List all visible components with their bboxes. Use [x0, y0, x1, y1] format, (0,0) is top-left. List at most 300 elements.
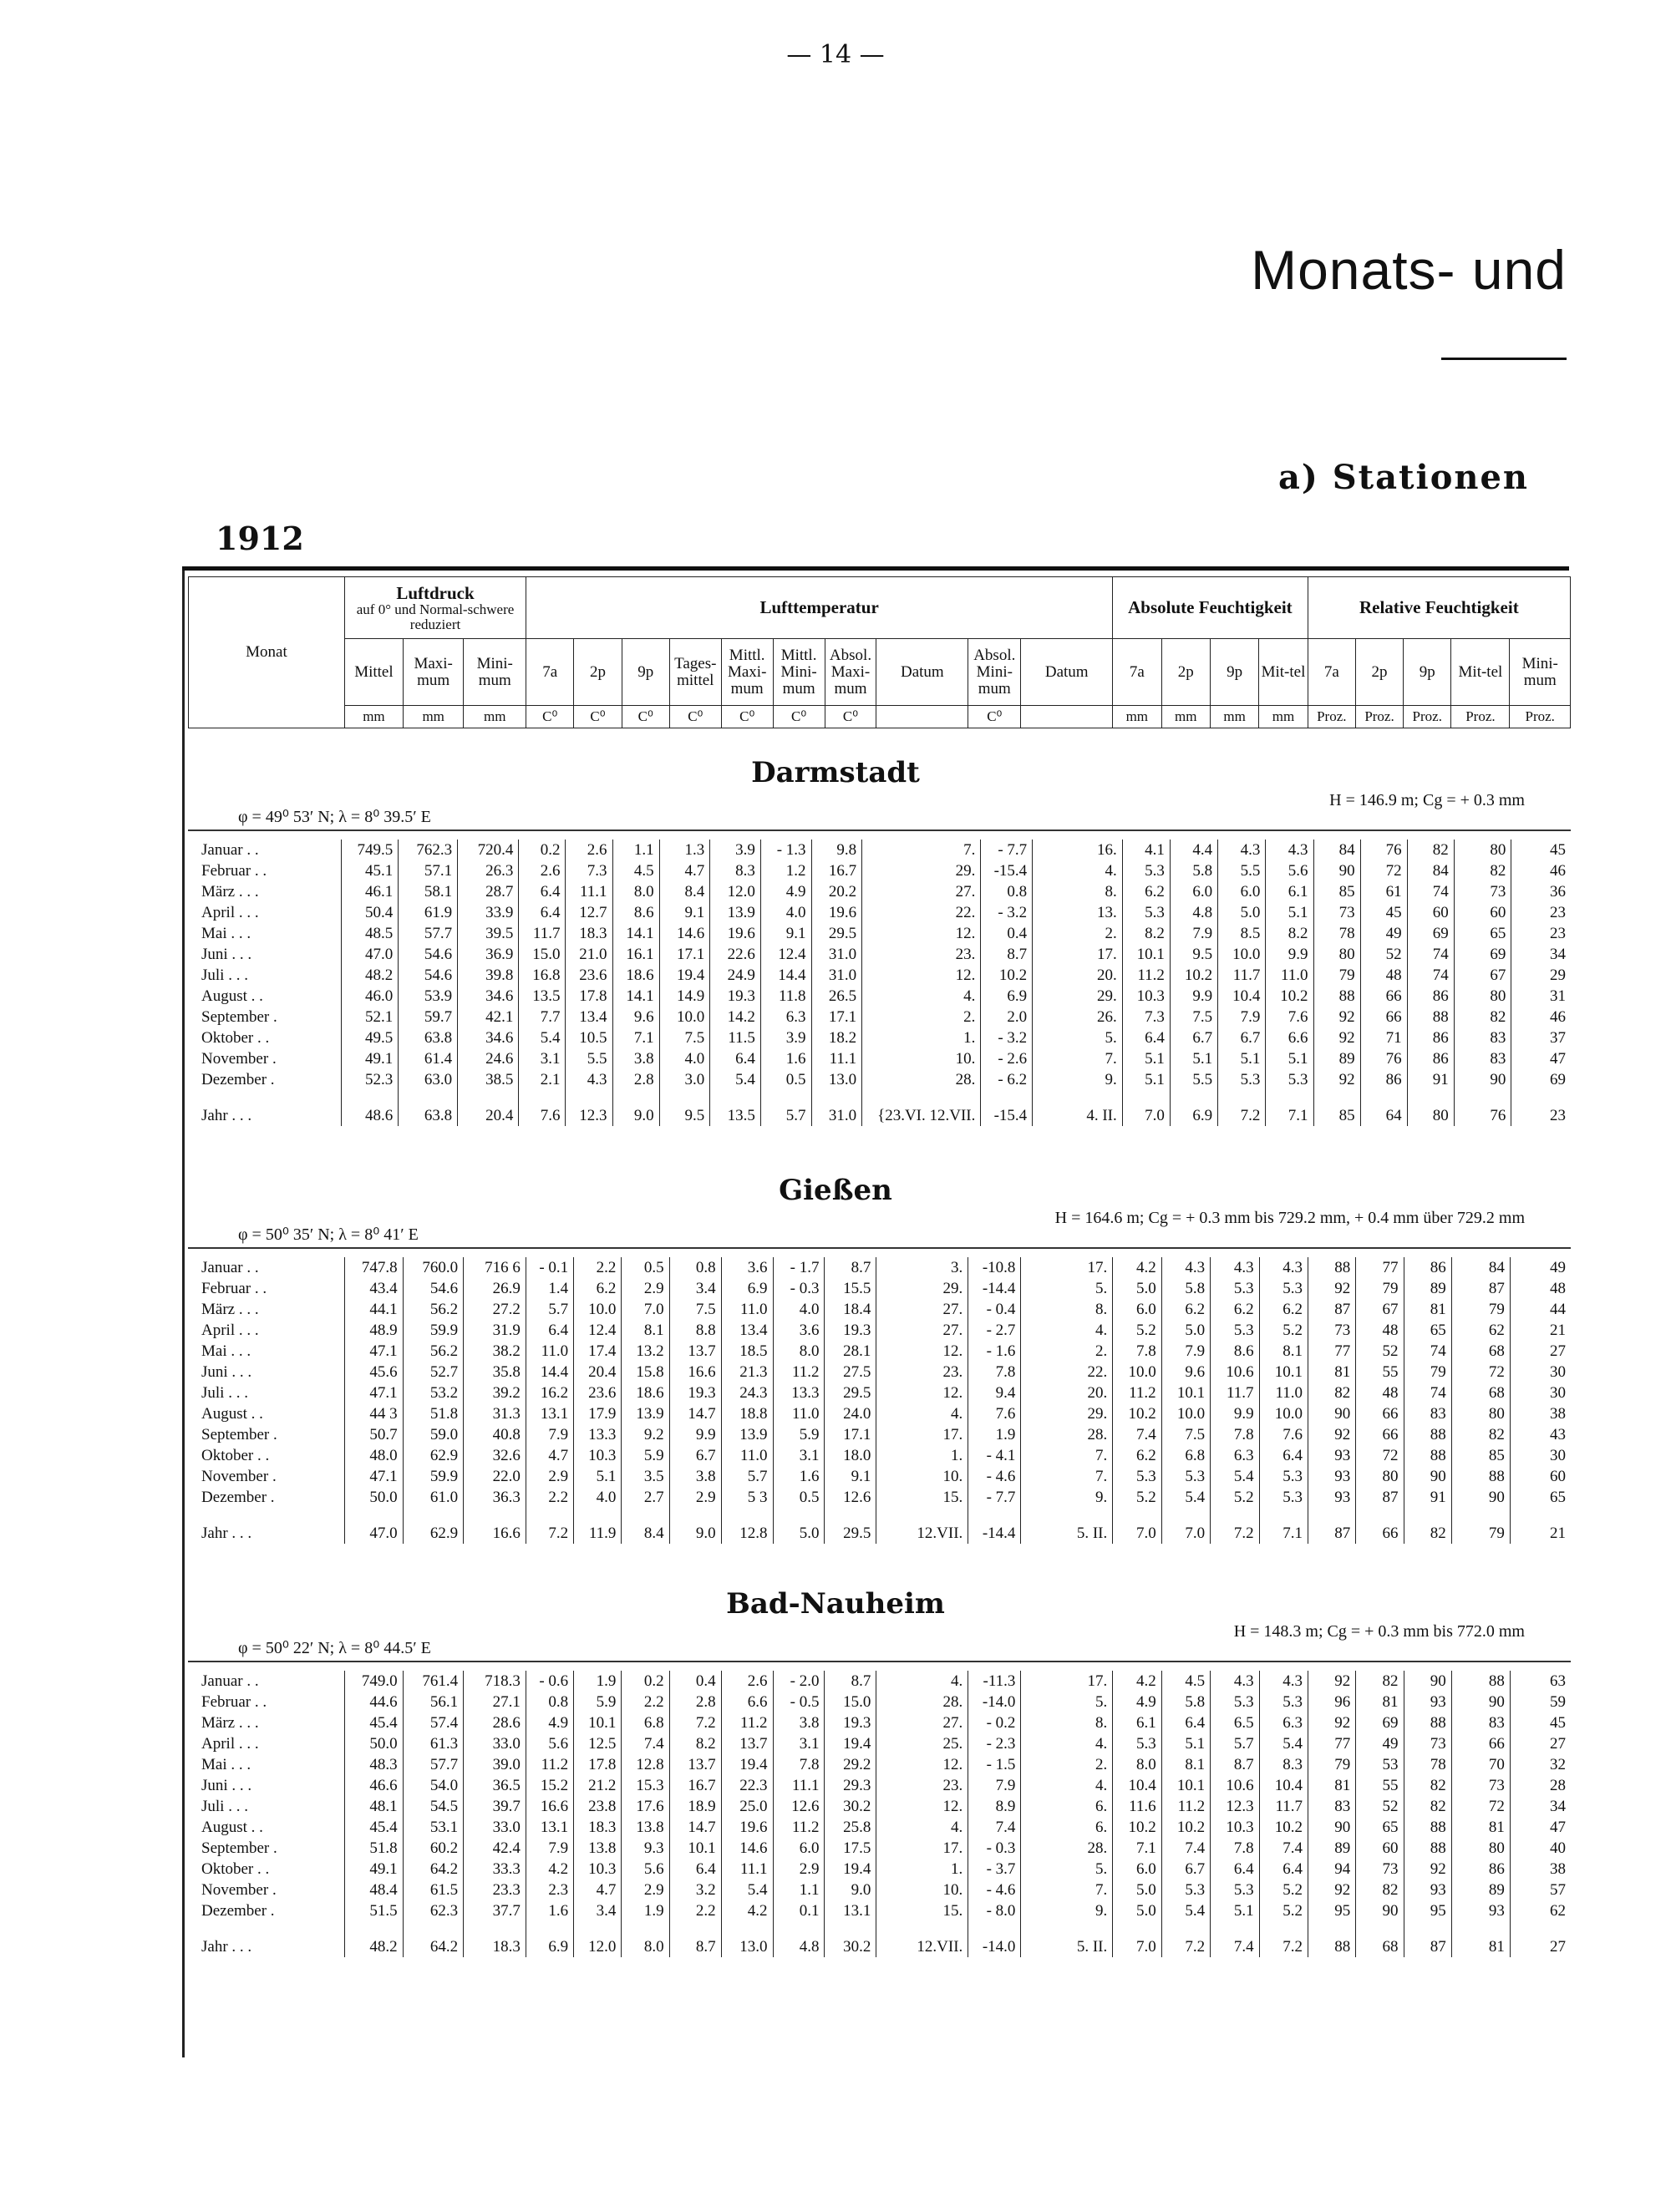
value-cell: 6.9 [526, 1921, 573, 1957]
value-cell: 7.2 [1218, 1090, 1266, 1126]
value-cell: 66 [1356, 1508, 1404, 1544]
value-cell: 7.9 [968, 1775, 1021, 1796]
value-cell: 59.7 [399, 1007, 458, 1027]
header-unit-4: C⁰ [574, 706, 622, 728]
value-cell: 1. [862, 1027, 981, 1048]
value-cell: 3.6 [773, 1320, 825, 1341]
value-cell: 5.0 [1113, 1900, 1161, 1921]
value-cell: - 1.5 [968, 1754, 1021, 1775]
header-unit-1: mm [403, 706, 463, 728]
value-cell: - 8.0 [968, 1900, 1021, 1921]
value-cell: 81 [1308, 1362, 1356, 1382]
value-cell: 72 [1360, 860, 1407, 881]
month-cell: November . [188, 1048, 341, 1069]
value-cell: 39.7 [464, 1796, 526, 1817]
value-cell: 15. [876, 1487, 968, 1508]
value-cell: 6.2 [1113, 1445, 1161, 1466]
value-cell: 80 [1454, 840, 1511, 860]
value-cell: 66 [1356, 1403, 1404, 1424]
value-cell: 5.3 [1211, 1880, 1259, 1900]
value-cell: 10.3 [574, 1859, 622, 1880]
value-cell: 64.2 [403, 1859, 463, 1880]
value-cell: 12.8 [622, 1754, 669, 1775]
month-cell: Jahr . . . [188, 1921, 344, 1957]
header-unit-10 [876, 706, 968, 728]
month-cell: Oktober . . [188, 1859, 344, 1880]
value-cell: 25. [876, 1733, 968, 1754]
value-cell: 4.0 [574, 1487, 622, 1508]
table-row [188, 1692, 1571, 1712]
header-col-17: 7a [1308, 639, 1355, 706]
value-cell: 5.3 [1122, 860, 1170, 881]
header-col-6: Tages-mittel [669, 639, 721, 706]
value-cell: 17. [876, 1424, 968, 1445]
month-cell: Mai . . . [188, 1754, 344, 1775]
table-top-rule [182, 566, 1569, 571]
table-row [188, 1445, 1571, 1466]
header-unit-20: Proz. [1451, 706, 1510, 728]
month-cell: März . . . [188, 1299, 344, 1320]
value-cell: 6.6 [721, 1692, 773, 1712]
value-cell: 11.0 [1259, 1382, 1308, 1403]
value-cell: 6.0 [1218, 881, 1266, 902]
header-unit-16: mm [1259, 706, 1308, 728]
value-cell: 749.5 [341, 840, 399, 860]
table-row [188, 1257, 1571, 1278]
value-cell: 4.5 [1161, 1671, 1210, 1692]
value-cell: 82 [1404, 1775, 1451, 1796]
value-cell: 27 [1550, 1342, 1566, 1360]
value-cell: 6.4 [519, 902, 566, 923]
value-cell: 48.2 [344, 1921, 403, 1957]
value-cell: 8.6 [1211, 1341, 1259, 1362]
value-cell: 27 [1550, 1734, 1566, 1753]
value-cell: 13.4 [566, 1007, 612, 1027]
value-cell: 6.6 [1266, 1027, 1313, 1048]
value-cell: 33.9 [458, 902, 519, 923]
value-cell: 73 [1451, 1775, 1510, 1796]
value-cell: 80 [1356, 1466, 1404, 1487]
value-cell: 4.2 [526, 1859, 573, 1880]
value-cell: 7.9 [1218, 1007, 1266, 1027]
value-cell: 7.1 [1259, 1508, 1308, 1544]
value-cell: 14.7 [669, 1403, 721, 1424]
value-cell: 85 [1451, 1445, 1510, 1466]
value-cell: 15.2 [526, 1775, 573, 1796]
value-cell: 5.8 [1161, 1692, 1210, 1712]
value-cell: 7.4 [1113, 1424, 1161, 1445]
value-cell: 87 [1356, 1487, 1404, 1508]
value-cell: 24.3 [721, 1382, 773, 1403]
value-cell: 59.0 [403, 1424, 463, 1445]
value-cell: 29 [1550, 966, 1566, 984]
value-cell: 11.7 [1211, 1382, 1259, 1403]
value-cell: 28. [1021, 1424, 1113, 1445]
value-cell: 61.9 [399, 902, 458, 923]
value-cell: 6.0 [1113, 1299, 1161, 1320]
value-cell: 15.3 [622, 1775, 669, 1796]
value-cell: -14.0 [968, 1921, 1021, 1957]
value-cell: 21.0 [566, 944, 612, 965]
value-cell: 7.2 [526, 1508, 573, 1544]
month-cell: Oktober . . [188, 1445, 344, 1466]
value-cell: 15. [876, 1900, 968, 1921]
value-cell: 45.6 [344, 1362, 403, 1382]
value-cell: 47.0 [341, 944, 399, 965]
value-cell: 78 [1404, 1754, 1451, 1775]
value-cell: 1.9 [574, 1671, 622, 1692]
value-cell: 59 [1550, 1692, 1566, 1711]
value-cell: 760.0 [403, 1257, 463, 1278]
value-cell: 48.6 [341, 1090, 399, 1126]
value-cell: 40 [1550, 1839, 1566, 1857]
value-cell: 6.4 [1259, 1445, 1308, 1466]
table-row [188, 986, 1571, 1007]
value-cell: 12. [876, 1341, 968, 1362]
value-cell: 1.9 [968, 1424, 1021, 1445]
value-cell: -14.0 [968, 1692, 1021, 1712]
table-row [188, 1671, 1571, 1692]
value-cell: 37.7 [464, 1900, 526, 1921]
value-cell: 4.3 [1218, 840, 1266, 860]
value-cell: 61.5 [403, 1880, 463, 1900]
month-cell: Januar . . [188, 1257, 344, 1278]
value-cell: 1.4 [526, 1278, 573, 1299]
table-row [188, 1424, 1571, 1445]
value-cell: 3.1 [773, 1445, 825, 1466]
value-cell: 5.6 [1266, 860, 1313, 881]
value-cell: 0.1 [773, 1900, 825, 1921]
value-cell: 23.8 [574, 1796, 622, 1817]
value-cell: 9. [1021, 1487, 1113, 1508]
value-cell: 87 [1404, 1921, 1451, 1957]
value-cell: - 2.0 [773, 1671, 825, 1692]
value-cell: 5.5 [1218, 860, 1266, 881]
value-cell: 64 [1360, 1090, 1407, 1126]
value-cell: 3.1 [519, 1048, 566, 1069]
value-cell: 5.5 [566, 1048, 612, 1069]
value-cell: 6.0 [1113, 1859, 1161, 1880]
value-cell: 9.9 [1266, 944, 1313, 965]
value-cell: 8. [1021, 1712, 1113, 1733]
value-cell: 48 [1356, 1382, 1404, 1403]
value-cell: 0.4 [981, 923, 1033, 944]
value-cell: - 1.7 [773, 1257, 825, 1278]
value-cell: - 2.6 [981, 1048, 1033, 1069]
value-cell: 54.6 [399, 965, 458, 986]
value-cell: 93 [1308, 1445, 1356, 1466]
value-cell: 6.2 [574, 1278, 622, 1299]
value-cell: 9.1 [825, 1466, 876, 1487]
value-cell: 39.0 [464, 1754, 526, 1775]
value-cell: 29.5 [825, 1508, 876, 1544]
value-cell: 48.1 [344, 1796, 403, 1817]
value-cell: 66 [1451, 1733, 1510, 1754]
value-cell: 56.2 [403, 1341, 463, 1362]
value-cell: 9.0 [825, 1880, 876, 1900]
value-cell: 67 [1454, 965, 1511, 986]
station-name: Bad-Nauheim [726, 1587, 945, 1621]
value-cell: 17.1 [825, 1424, 876, 1445]
value-cell: 27 [1550, 1937, 1566, 1956]
value-cell: 5.7 [760, 1090, 811, 1126]
header-unit-13: mm [1113, 706, 1161, 728]
station-table [188, 1257, 1571, 1544]
value-cell: 13.9 [622, 1403, 669, 1424]
value-cell: 5.1 [1122, 1048, 1170, 1069]
value-cell: 90 [1454, 1069, 1511, 1090]
value-cell: 2. [1033, 923, 1123, 944]
value-cell: 5.8 [1161, 1278, 1210, 1299]
value-cell: 27. [862, 881, 981, 902]
value-cell: 9.4 [968, 1382, 1021, 1403]
value-cell: 7.9 [526, 1424, 573, 1445]
value-cell: 16.1 [612, 944, 659, 965]
value-cell: - 4.6 [968, 1466, 1021, 1487]
value-cell: 4. [1033, 860, 1123, 881]
table-row [188, 1712, 1571, 1733]
header-unit-5: C⁰ [622, 706, 669, 728]
value-cell: 93 [1308, 1466, 1356, 1487]
value-cell: 9.3 [622, 1838, 669, 1859]
value-cell: 52.3 [341, 1069, 399, 1090]
value-cell: 76 [1360, 1048, 1407, 1069]
value-cell: 92 [1308, 1278, 1356, 1299]
value-cell: 4.3 [1259, 1257, 1308, 1278]
value-cell: 6.9 [721, 1278, 773, 1299]
value-cell: 10.1 [1161, 1775, 1210, 1796]
value-cell: 82 [1451, 1424, 1510, 1445]
value-cell: 46.6 [344, 1775, 403, 1796]
value-cell: 58.1 [399, 881, 458, 902]
value-cell: -11.3 [968, 1671, 1021, 1692]
value-cell: 4.3 [1161, 1257, 1210, 1278]
value-cell: 48 [1356, 1320, 1404, 1341]
value-cell: 78 [1313, 923, 1360, 944]
value-cell: 33.0 [464, 1733, 526, 1754]
value-cell: 28.6 [464, 1712, 526, 1733]
value-cell: 7. [862, 840, 981, 860]
value-cell: 10. [862, 1048, 981, 1069]
value-cell: 90 [1404, 1466, 1451, 1487]
value-cell: 5.1 [1170, 1048, 1217, 1069]
value-cell: 10.4 [1259, 1775, 1308, 1796]
value-cell: 6.7 [1161, 1859, 1210, 1880]
value-cell: 48 [1360, 965, 1407, 986]
value-cell: 10.4 [1113, 1775, 1161, 1796]
value-cell: 30.2 [825, 1921, 876, 1957]
header-col-8: Mittl. Mini-mum [773, 639, 825, 706]
header-col-10: Datum [876, 639, 968, 706]
month-cell: März . . . [188, 881, 341, 902]
value-cell: 18.3 [574, 1817, 622, 1838]
value-cell: 51.8 [403, 1403, 463, 1424]
value-cell: 88 [1308, 1921, 1356, 1957]
value-cell: 92 [1404, 1859, 1451, 1880]
value-cell: 3. [876, 1257, 968, 1278]
value-cell: 10.0 [659, 1007, 710, 1027]
header-unit-17: Proz. [1308, 706, 1355, 728]
table-row [188, 1007, 1571, 1027]
value-cell: 3.2 [669, 1880, 721, 1900]
value-cell: 17. [876, 1838, 968, 1859]
value-cell: 9.5 [659, 1090, 710, 1126]
value-cell: 4.8 [1170, 902, 1217, 923]
value-cell: 61 [1360, 881, 1407, 902]
month-cell: Jahr . . . [188, 1090, 341, 1126]
value-cell: 57.4 [403, 1712, 463, 1733]
value-cell: 6.2 [1259, 1299, 1308, 1320]
value-cell: 76 [1454, 1090, 1511, 1126]
value-cell: 762.3 [399, 840, 458, 860]
value-cell: 1.6 [526, 1900, 573, 1921]
value-cell: 7.8 [1113, 1341, 1161, 1362]
value-cell: {23.VI. 12.VII. [862, 1090, 981, 1126]
value-cell: 19.6 [710, 923, 761, 944]
value-cell: 4.3 [1211, 1257, 1259, 1278]
value-cell: 9. [1033, 1069, 1123, 1090]
month-cell: November . [188, 1880, 344, 1900]
value-cell: 11.1 [721, 1859, 773, 1880]
table-row [188, 1278, 1571, 1299]
value-cell: 47.0 [344, 1508, 403, 1544]
value-cell: 23. [862, 944, 981, 965]
value-cell: 0.8 [669, 1257, 721, 1278]
value-cell: 82 [1356, 1880, 1404, 1900]
value-cell: 4. [876, 1671, 968, 1692]
value-cell: 8.2 [669, 1733, 721, 1754]
value-cell: 67 [1356, 1299, 1404, 1320]
value-cell: 4. [862, 986, 981, 1007]
value-cell: 4.4 [1170, 840, 1217, 860]
value-cell: 94 [1308, 1859, 1356, 1880]
value-cell: 5.4 [1211, 1466, 1259, 1487]
value-cell: 69 [1550, 1070, 1566, 1088]
value-cell: 92 [1308, 1671, 1356, 1692]
value-cell: 46 [1550, 1007, 1566, 1026]
value-cell: 13.3 [574, 1424, 622, 1445]
value-cell: 68 [1356, 1921, 1404, 1957]
value-cell: 6.3 [1211, 1445, 1259, 1466]
value-cell: 65 [1404, 1320, 1451, 1341]
value-cell: 29.5 [825, 1382, 876, 1403]
value-cell: 8.7 [825, 1257, 876, 1278]
value-cell: 39.2 [464, 1382, 526, 1403]
value-cell: 62 [1550, 1901, 1566, 1920]
value-cell: 54.6 [399, 944, 458, 965]
value-cell: 27. [876, 1299, 968, 1320]
value-cell: 3.8 [669, 1466, 721, 1487]
value-cell: 7.5 [659, 1027, 710, 1048]
value-cell: 16.6 [464, 1508, 526, 1544]
value-cell: 13.7 [669, 1341, 721, 1362]
value-cell: 38 [1550, 1859, 1566, 1878]
value-cell: 10.6 [1211, 1362, 1259, 1382]
value-cell: 47.1 [344, 1466, 403, 1487]
value-cell: 55 [1356, 1362, 1404, 1382]
value-cell: 73 [1404, 1733, 1451, 1754]
value-cell: 65 [1356, 1817, 1404, 1838]
value-cell: 0.5 [760, 1069, 811, 1090]
value-cell: 8.0 [773, 1341, 825, 1362]
value-cell: 10.4 [1218, 986, 1266, 1007]
value-cell: 2.7 [622, 1487, 669, 1508]
value-cell: 49.1 [344, 1859, 403, 1880]
month-cell: August . . [188, 1817, 344, 1838]
value-cell: 11.0 [721, 1445, 773, 1466]
value-cell: 8.1 [1161, 1754, 1210, 1775]
value-cell: - 6.2 [981, 1069, 1033, 1090]
value-cell: 49 [1360, 923, 1407, 944]
value-cell: 8.9 [968, 1796, 1021, 1817]
value-cell: 22. [862, 902, 981, 923]
value-cell: 1.6 [773, 1466, 825, 1487]
value-cell: 2. [1021, 1341, 1113, 1362]
value-cell: 5.3 [1122, 902, 1170, 923]
value-cell: 18.2 [811, 1027, 862, 1048]
value-cell: 5. [1021, 1859, 1113, 1880]
value-cell: 92 [1308, 1424, 1356, 1445]
header-col-11: Absol. Mini-mum [968, 639, 1021, 706]
value-cell: 5.0 [1161, 1320, 1210, 1341]
value-cell: 34 [1550, 945, 1566, 963]
value-cell: 5. II. [1021, 1921, 1113, 1957]
value-cell: 5.6 [622, 1859, 669, 1880]
value-cell: 83 [1308, 1796, 1356, 1817]
value-cell: 70 [1451, 1754, 1510, 1775]
header-col-15: 9p [1210, 639, 1258, 706]
value-cell: 11.0 [526, 1341, 573, 1362]
value-cell: 2.9 [622, 1880, 669, 1900]
value-cell: 11.0 [773, 1403, 825, 1424]
value-cell: 55 [1356, 1775, 1404, 1796]
table-row [188, 1382, 1571, 1403]
value-cell: 10.2 [1266, 986, 1313, 1007]
month-cell: Mai . . . [188, 1341, 344, 1362]
value-cell: 19.4 [825, 1859, 876, 1880]
value-cell: 86 [1407, 1027, 1454, 1048]
value-cell: 7.6 [1266, 1007, 1313, 1027]
month-cell: April . . . [188, 1320, 344, 1341]
value-cell: 4.0 [760, 902, 811, 923]
value-cell: 5.4 [1161, 1487, 1210, 1508]
value-cell: 10.1 [574, 1712, 622, 1733]
value-cell: 4.9 [760, 881, 811, 902]
value-cell: 7.5 [669, 1299, 721, 1320]
value-cell: 90 [1308, 1403, 1356, 1424]
value-cell: 90 [1404, 1671, 1451, 1692]
value-cell: 21.2 [574, 1775, 622, 1796]
value-cell: 6.2 [1161, 1299, 1210, 1320]
value-cell: 37 [1550, 1028, 1566, 1047]
value-cell: 23 [1550, 903, 1566, 921]
value-cell: 47 [1550, 1049, 1566, 1068]
header-col-7: Mittl. Maxi-mum [721, 639, 773, 706]
value-cell: 10.1 [1161, 1382, 1210, 1403]
value-cell: 29.5 [811, 923, 862, 944]
value-cell: 31.0 [811, 944, 862, 965]
value-cell: 28.7 [458, 881, 519, 902]
value-cell: 39.5 [458, 923, 519, 944]
value-cell: 10.0 [1218, 944, 1266, 965]
value-cell: 7.9 [526, 1838, 573, 1859]
value-cell: 7.0 [1161, 1508, 1210, 1544]
value-cell: 18.3 [566, 923, 612, 944]
value-cell: 4.2 [1113, 1671, 1161, 1692]
table-row [188, 1880, 1571, 1900]
header-col-5: 9p [622, 639, 669, 706]
value-cell: 92 [1313, 1027, 1360, 1048]
